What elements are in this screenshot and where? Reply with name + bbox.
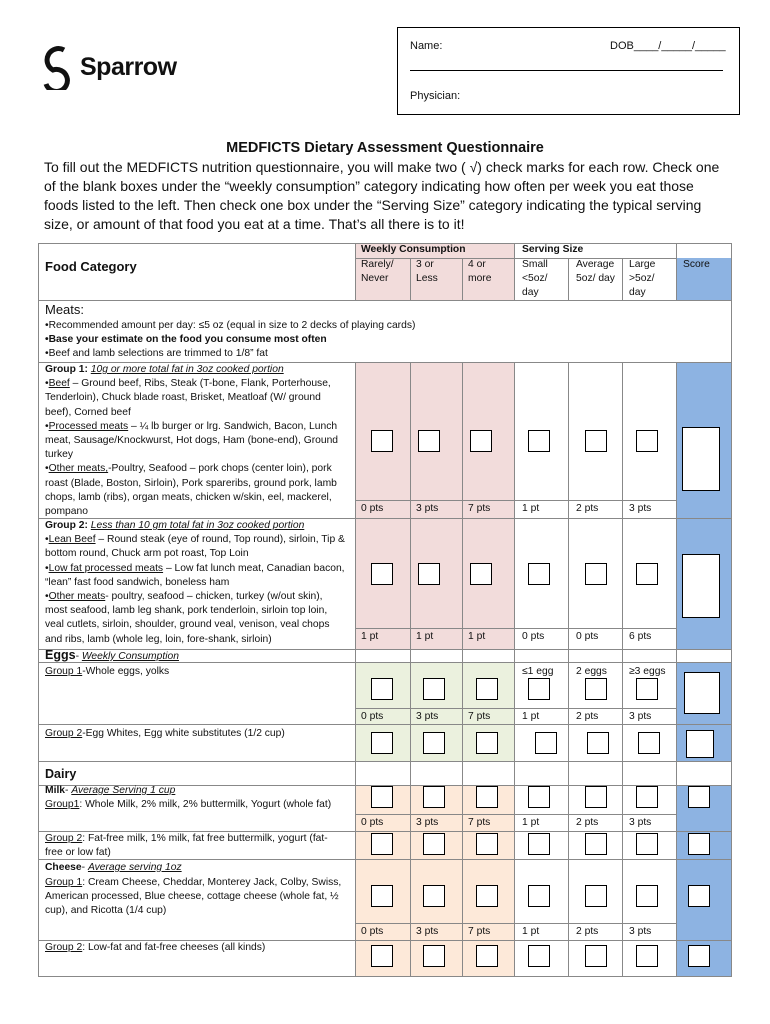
points-label: 0 pts xyxy=(361,926,384,937)
eggs-g2-small-checkbox[interactable] xyxy=(535,732,557,754)
four-or-label: 4 or xyxy=(468,259,486,270)
meats-g2-average-checkbox[interactable] xyxy=(585,563,607,585)
milk-group-1-text xyxy=(45,798,331,812)
small-amount-label: <5oz/ xyxy=(522,273,548,284)
milk-g1-rarely-checkbox[interactable] xyxy=(371,786,393,808)
points-label: 1 pt xyxy=(361,631,379,642)
eggs-g1-4ormore-checkbox[interactable] xyxy=(476,678,498,700)
col-divider xyxy=(410,258,411,300)
meats-g1-line: – ¼ lb burger or lrg. Sandwich, Bacon, Lunch xyxy=(128,420,338,432)
cheese-g2-desc: : Low-fat and fat-free cheeses (all kinds) xyxy=(82,942,266,953)
eggs-g1-score-box[interactable] xyxy=(684,672,720,714)
cheese-g1-line: American processed, Blue cheese, cottage cheese (whole fat, ½ xyxy=(45,891,339,903)
meats-g2-line: bottom round, Chuck arm pot roast, Top Loin xyxy=(45,548,249,560)
serving-size-header: Serving Size xyxy=(522,244,584,255)
meats-g2-4ormore-checkbox[interactable] xyxy=(470,563,492,585)
cheese-g2-large-checkbox[interactable] xyxy=(636,945,658,967)
row-divider xyxy=(355,708,677,709)
questionnaire-table xyxy=(38,243,731,976)
dob-label[interactable]: DOB____/_____/_____ xyxy=(610,40,726,52)
col-divider xyxy=(462,258,463,300)
meats-g1-line: -Poultry, Seafood – pork chops (center loin), pork xyxy=(108,463,332,475)
meats-g2-line: – Low fat lunch meat, Canadian bacon, xyxy=(163,562,345,574)
points-label: 7 pts xyxy=(468,926,491,937)
cheese-g1-3orless-checkbox[interactable] xyxy=(423,885,445,907)
points-label: 6 pts xyxy=(629,631,652,642)
points-label: 2 pts xyxy=(576,503,599,514)
milk-g2-3orless-checkbox[interactable] xyxy=(423,833,445,855)
meats-g1-large-checkbox[interactable] xyxy=(636,430,658,452)
eggs-g2-desc: -Egg Whites, Egg white substitutes (1/2 cup) xyxy=(82,728,285,739)
points-label: 0 pts xyxy=(522,631,545,642)
points-label: 3 pts xyxy=(629,503,652,514)
milk-g1-4ormore-checkbox[interactable] xyxy=(476,786,498,808)
cheese-g1-average-checkbox[interactable] xyxy=(585,885,607,907)
milk-g2-small-checkbox[interactable] xyxy=(528,833,550,855)
eggs-g1-3orless-checkbox[interactable] xyxy=(423,678,445,700)
rarely-label: Rarely/ xyxy=(361,259,394,270)
row-divider xyxy=(355,628,677,629)
col-divider xyxy=(514,362,515,976)
col-divider xyxy=(676,362,677,976)
points-label: 0 pts xyxy=(576,631,599,642)
col-divider xyxy=(355,243,356,300)
milk-group-2-text xyxy=(45,832,328,860)
col-divider xyxy=(355,362,356,976)
eggs-g2-label: Group 2 xyxy=(45,728,83,739)
meats-g1-line: pompano xyxy=(45,506,88,518)
cheese-g2-average-checkbox[interactable] xyxy=(585,945,607,967)
cheese-subtitle: Average serving 1oz xyxy=(87,862,182,873)
physician-label: Physician: xyxy=(410,90,461,102)
eggs-g1-rarely-checkbox[interactable] xyxy=(371,678,393,700)
milk-title: Milk xyxy=(45,785,66,796)
col-divider xyxy=(568,258,569,300)
points-label: 0 pts xyxy=(361,503,384,514)
meats-g1-line: chops, lamb (ribs), organ meats, chicken w/skin, eel, mackerel, xyxy=(45,491,332,503)
points-label: 1 pt xyxy=(416,631,434,642)
egg-size-label: ≥3 eggs xyxy=(629,666,666,677)
meats-g1-line: turkey xyxy=(45,449,74,461)
col-divider xyxy=(676,243,677,300)
points-label: 1 pt xyxy=(522,503,540,514)
three-or-label: 3 or xyxy=(416,259,434,270)
eggs-g2-rarely-checkbox[interactable] xyxy=(371,732,393,754)
meats-group-1-text: Group 1: 10g or more total fat in 3oz cooked portion •Beef – Ground beef, Ribs, Steak (T-bone, Flank, Porterhouse, Tenderloin), Chuck blade roast, Brisket, Meatloaf (W/ ground beef), Corned beef •Processed meats – ¼ lb burger or lrg. Sandwich, Bacon, Lunch meat, Sausage/Knockwurst, Hot dogs, Ham (bone-end), Ground turkey •Other meats,-Poultry, Seafood – pork chops (center loin), pork roast (Blade, Boston, Sirloin), Pork spareribs, ground pork, lamb chops, lamb (ribs), organ meats, chicken w/skin, eel, mackerel, pompano xyxy=(45,363,353,519)
meats-bullet-2: •Base your estimate on the food you consume most often xyxy=(45,334,327,345)
cheese-g2-score-box[interactable] xyxy=(688,945,710,967)
cheese-g1-4ormore-checkbox[interactable] xyxy=(476,885,498,907)
milk-g1-average-checkbox[interactable] xyxy=(585,786,607,808)
milk-g2-rarely-checkbox[interactable] xyxy=(371,833,393,855)
meats-g2-line: most seafood, lamb leg shank, pork tenderloin, sirloin top loin, xyxy=(45,605,328,617)
row-divider xyxy=(38,724,731,725)
eggs-g1-small-checkbox[interactable] xyxy=(528,678,550,700)
meats-title: Meats: xyxy=(45,302,85,317)
weekly-consumption-header: Weekly Consumption xyxy=(361,244,466,255)
milk-g2-4ormore-checkbox[interactable] xyxy=(476,833,498,855)
cheese-g1-rarely-checkbox[interactable] xyxy=(371,885,393,907)
meats-g2-line: veal cutlets, sirloin, shoulder, ground veal, venison, veal chops xyxy=(45,619,330,631)
meats-g2-small-checkbox[interactable] xyxy=(528,563,550,585)
points-label: 3 pts xyxy=(629,926,652,937)
eggs-title: Eggs xyxy=(45,648,76,662)
points-label: 3 pts xyxy=(416,503,439,514)
cheese-group-1-text xyxy=(45,876,353,919)
cheese-g1-label: Group 1 xyxy=(45,877,83,888)
meats-g1-line: roast (Blade, Boston, Sirloin), Pork spareribs, ground pork, lamb xyxy=(45,477,337,489)
more-label: more xyxy=(468,273,492,284)
meats-g2-large-checkbox[interactable] xyxy=(636,563,658,585)
milk-subtitle: Average Serving 1 cup xyxy=(71,785,176,796)
points-label: 3 pts xyxy=(416,926,439,937)
meats-g1-line: beef), Corned beef xyxy=(45,406,131,418)
points-label: 3 pts xyxy=(629,711,652,722)
row-divider xyxy=(38,300,731,301)
eggs-subtitle: Weekly Consumption xyxy=(81,651,179,662)
cheese-group-2-text xyxy=(45,941,265,955)
points-label: 3 pts xyxy=(416,711,439,722)
col-divider xyxy=(462,362,463,976)
eggs-g2-large-checkbox[interactable] xyxy=(638,732,660,754)
less-label: Less xyxy=(416,273,438,284)
cheese-g1-score-box[interactable] xyxy=(688,885,710,907)
col-divider xyxy=(622,258,623,300)
food-category-header: Food Category xyxy=(45,259,137,274)
eggs-g1-desc: -Whole eggs, yolks xyxy=(82,666,170,677)
meats-g2-desc: Less than 10 gm total fat in 3oz cooked portion xyxy=(90,520,305,531)
cheese-heading: Cheese- Average serving 1oz xyxy=(45,862,182,873)
meats-g1-4ormore-checkbox[interactable] xyxy=(470,430,492,452)
cheese-g1-small-checkbox[interactable] xyxy=(528,885,550,907)
meats-bullet-1: •Recommended amount per day: ≤5 oz (equal in size to 2 decks of playing cards) xyxy=(45,320,416,331)
beef-term: Beef xyxy=(48,378,70,390)
meats-bullet-3: •Beef and lamb selections are trimmed to 1/8” fat xyxy=(45,348,268,359)
eggs-g2-average-checkbox[interactable] xyxy=(587,732,609,754)
points-label: 3 pts xyxy=(416,817,439,828)
meats-g2-line: – Round steak (eye of round, Top round), sirloin, Tip & xyxy=(95,534,345,546)
meats-g1-rarely-checkbox[interactable] xyxy=(371,430,393,452)
meats-g2-line: and ribs, lamb (whole leg, loin, fore-shank, sirloin) xyxy=(45,633,272,645)
meats-g1-average-checkbox[interactable] xyxy=(585,430,607,452)
average-label: Average xyxy=(576,259,615,270)
eggs-g2-4ormore-checkbox[interactable] xyxy=(476,732,498,754)
cheese-g2-label: Group 2 xyxy=(45,942,83,953)
milk-g2-label: Group 2 xyxy=(45,833,83,844)
points-label: 2 pts xyxy=(576,926,599,937)
milk-g1-desc: : Whole Milk, 2% milk, 2% buttermilk, Yogurt (whole fat) xyxy=(79,799,332,810)
patient-info-box xyxy=(397,27,740,115)
dairy-title: Dairy xyxy=(45,767,77,781)
milk-g1-3orless-checkbox[interactable] xyxy=(423,786,445,808)
milk-heading: Milk- Average Serving 1 cup xyxy=(45,785,176,796)
small-day-label: day xyxy=(522,287,539,298)
sparrow-logo xyxy=(42,44,177,90)
cheese-title: Cheese xyxy=(45,862,82,873)
col-divider xyxy=(568,362,569,976)
col-divider xyxy=(410,362,411,976)
meats-g1-score-box[interactable] xyxy=(682,427,720,491)
instructions: To fill out the MEDFICTS nutrition questionnaire, you will make two ( √) check marks for each row. Check one of the blank boxes under the “weekly consumption” category indicating how often per week you eat those foods listed to the left. Then check one box under the “Serving Size” category indicating the typical serving size, or amount of that food you eat at a time. That’s all there is to it! xyxy=(44,159,720,232)
large-day-label: day xyxy=(629,287,646,298)
eggs-g1-label: Group 1 xyxy=(45,666,83,677)
egg-size-label: ≤1 egg xyxy=(522,666,554,677)
lean-beef-term: Lean Beef xyxy=(48,534,96,546)
milk-g2-desc: : Fat-free milk, 1% milk, fat free buttermilk, yogurt (fat- xyxy=(82,833,328,844)
meats-g2-rarely-checkbox[interactable] xyxy=(371,563,393,585)
meats-g2-label: Group 2: xyxy=(45,520,88,531)
meats-g1-line: Tenderloin), Chuck blade roast, Brisket, Meatloaf (W/ ground xyxy=(45,392,321,404)
milk-g2-large-checkbox[interactable] xyxy=(636,833,658,855)
score-header: Score xyxy=(683,259,710,270)
other-meats-term: Other meats, xyxy=(48,463,109,475)
milk-g1-small-checkbox[interactable] xyxy=(528,786,550,808)
row-divider xyxy=(355,814,677,815)
meats-g1-desc: 10g or more total fat in 3oz cooked portion xyxy=(90,364,284,375)
milk-g1-label: Group1 xyxy=(45,799,80,810)
points-label: 7 pts xyxy=(468,817,491,828)
points-label: 0 pts xyxy=(361,817,384,828)
points-label: 3 pts xyxy=(629,817,652,828)
meats-g2-line: “lean” fast food sandwich, boneless ham xyxy=(45,576,230,588)
row-divider xyxy=(355,500,677,501)
meats-group-2-text: Group 2: Less than 10 gm total fat in 3oz cooked portion •Lean Beef – Round steak (eye of round, Top round), sirloin, Tip & bottom round, Chuck arm pot roast, Top Loin •Low fat processed meats – Low fat lunch meat, Canadian bacon, “lean” fast food sandwich, boneless ham •Other meats- poultry, seafood – chicken, turkey (w/out skin), most seafood, lamb leg shank, pork tenderloin, sirloin top loin, veal cutlets, sirloin, shoulder, ground veal, venison, veal chops and ribs, lamb (whole leg, loin, fore-shank, sirloin) xyxy=(45,519,353,647)
eggs-group-2-text xyxy=(45,727,285,741)
eggs-g1-average-checkbox[interactable] xyxy=(585,678,607,700)
meats-g2-line: - poultry, seafood – chicken, turkey (w/out skin), xyxy=(105,591,323,603)
points-label: 1 pt xyxy=(522,926,540,937)
cheese-g2-rarely-checkbox[interactable] xyxy=(371,945,393,967)
large-amount-label: >5oz/ xyxy=(629,273,655,284)
points-label: 7 pts xyxy=(468,503,491,514)
average-amount-label: 5oz/ day xyxy=(576,273,615,284)
sparrow-logo-icon xyxy=(42,44,76,90)
never-label: Never xyxy=(361,273,389,284)
meats-g2-score-box[interactable] xyxy=(682,554,720,618)
eggs-g2-score-box[interactable] xyxy=(686,730,714,758)
meats-g1-small-checkbox[interactable] xyxy=(528,430,550,452)
sparrow-logo-text: Sparrow xyxy=(80,52,177,81)
cheese-g2-small-checkbox[interactable] xyxy=(528,945,550,967)
eggs-g2-3orless-checkbox[interactable] xyxy=(423,732,445,754)
meats-g1-label: Group 1: xyxy=(45,364,88,375)
points-label: 1 pt xyxy=(468,631,486,642)
col-divider xyxy=(622,362,623,976)
cheese-g1-desc: : Cream Cheese, Cheddar, Monterey Jack, Colby, Swiss, xyxy=(82,877,342,888)
points-label: 2 pts xyxy=(576,711,599,722)
milk-g1-score-box[interactable] xyxy=(688,786,710,808)
egg-size-label: 2 eggs xyxy=(576,666,607,677)
meats-g1-line: meat, Sausage/Knockwurst, Hot dogs, Ham (bone-end), Ground xyxy=(45,435,339,447)
col-divider xyxy=(514,243,515,300)
page-title: MEDFICTS Dietary Assessment Questionnaire xyxy=(226,140,544,156)
milk-g2-average-checkbox[interactable] xyxy=(585,833,607,855)
points-label: 0 pts xyxy=(361,711,384,722)
meats-g2-3orless-checkbox[interactable] xyxy=(418,563,440,585)
meats-g1-3orless-checkbox[interactable] xyxy=(418,430,440,452)
eggs-heading: Eggs- Weekly Consumption xyxy=(45,648,179,662)
cheese-g1-large-checkbox[interactable] xyxy=(636,885,658,907)
cheese-g2-3orless-checkbox[interactable] xyxy=(423,945,445,967)
cheese-g2-4ormore-checkbox[interactable] xyxy=(476,945,498,967)
points-label: 1 pt xyxy=(522,817,540,828)
points-label: 7 pts xyxy=(468,711,491,722)
processed-meats-term: Processed meats xyxy=(48,420,129,432)
small-label: Small xyxy=(522,259,548,270)
cheese-g1-line: cup), and Ricotta (1/4 cup) xyxy=(45,905,167,917)
meats-g1-line: – Ground beef, Ribs, Steak (T-bone, Flank, Porterhouse, xyxy=(69,378,331,390)
low-fat-processed-term: Low fat processed meats xyxy=(48,562,164,574)
eggs-group-1-text xyxy=(45,665,169,679)
other-meats-term: Other meats xyxy=(48,591,106,603)
eggs-g1-large-checkbox[interactable] xyxy=(636,678,658,700)
name-line[interactable] xyxy=(410,70,723,71)
points-label: 2 pts xyxy=(576,817,599,828)
row-divider xyxy=(38,761,731,762)
name-label: Name: xyxy=(410,40,443,52)
points-label: 1 pt xyxy=(522,711,540,722)
milk-g1-large-checkbox[interactable] xyxy=(636,786,658,808)
large-label: Large xyxy=(629,259,656,270)
row-divider xyxy=(355,923,677,924)
milk-g2-desc-cont: free or low fat) xyxy=(45,847,111,859)
milk-g2-score-box[interactable] xyxy=(688,833,710,855)
